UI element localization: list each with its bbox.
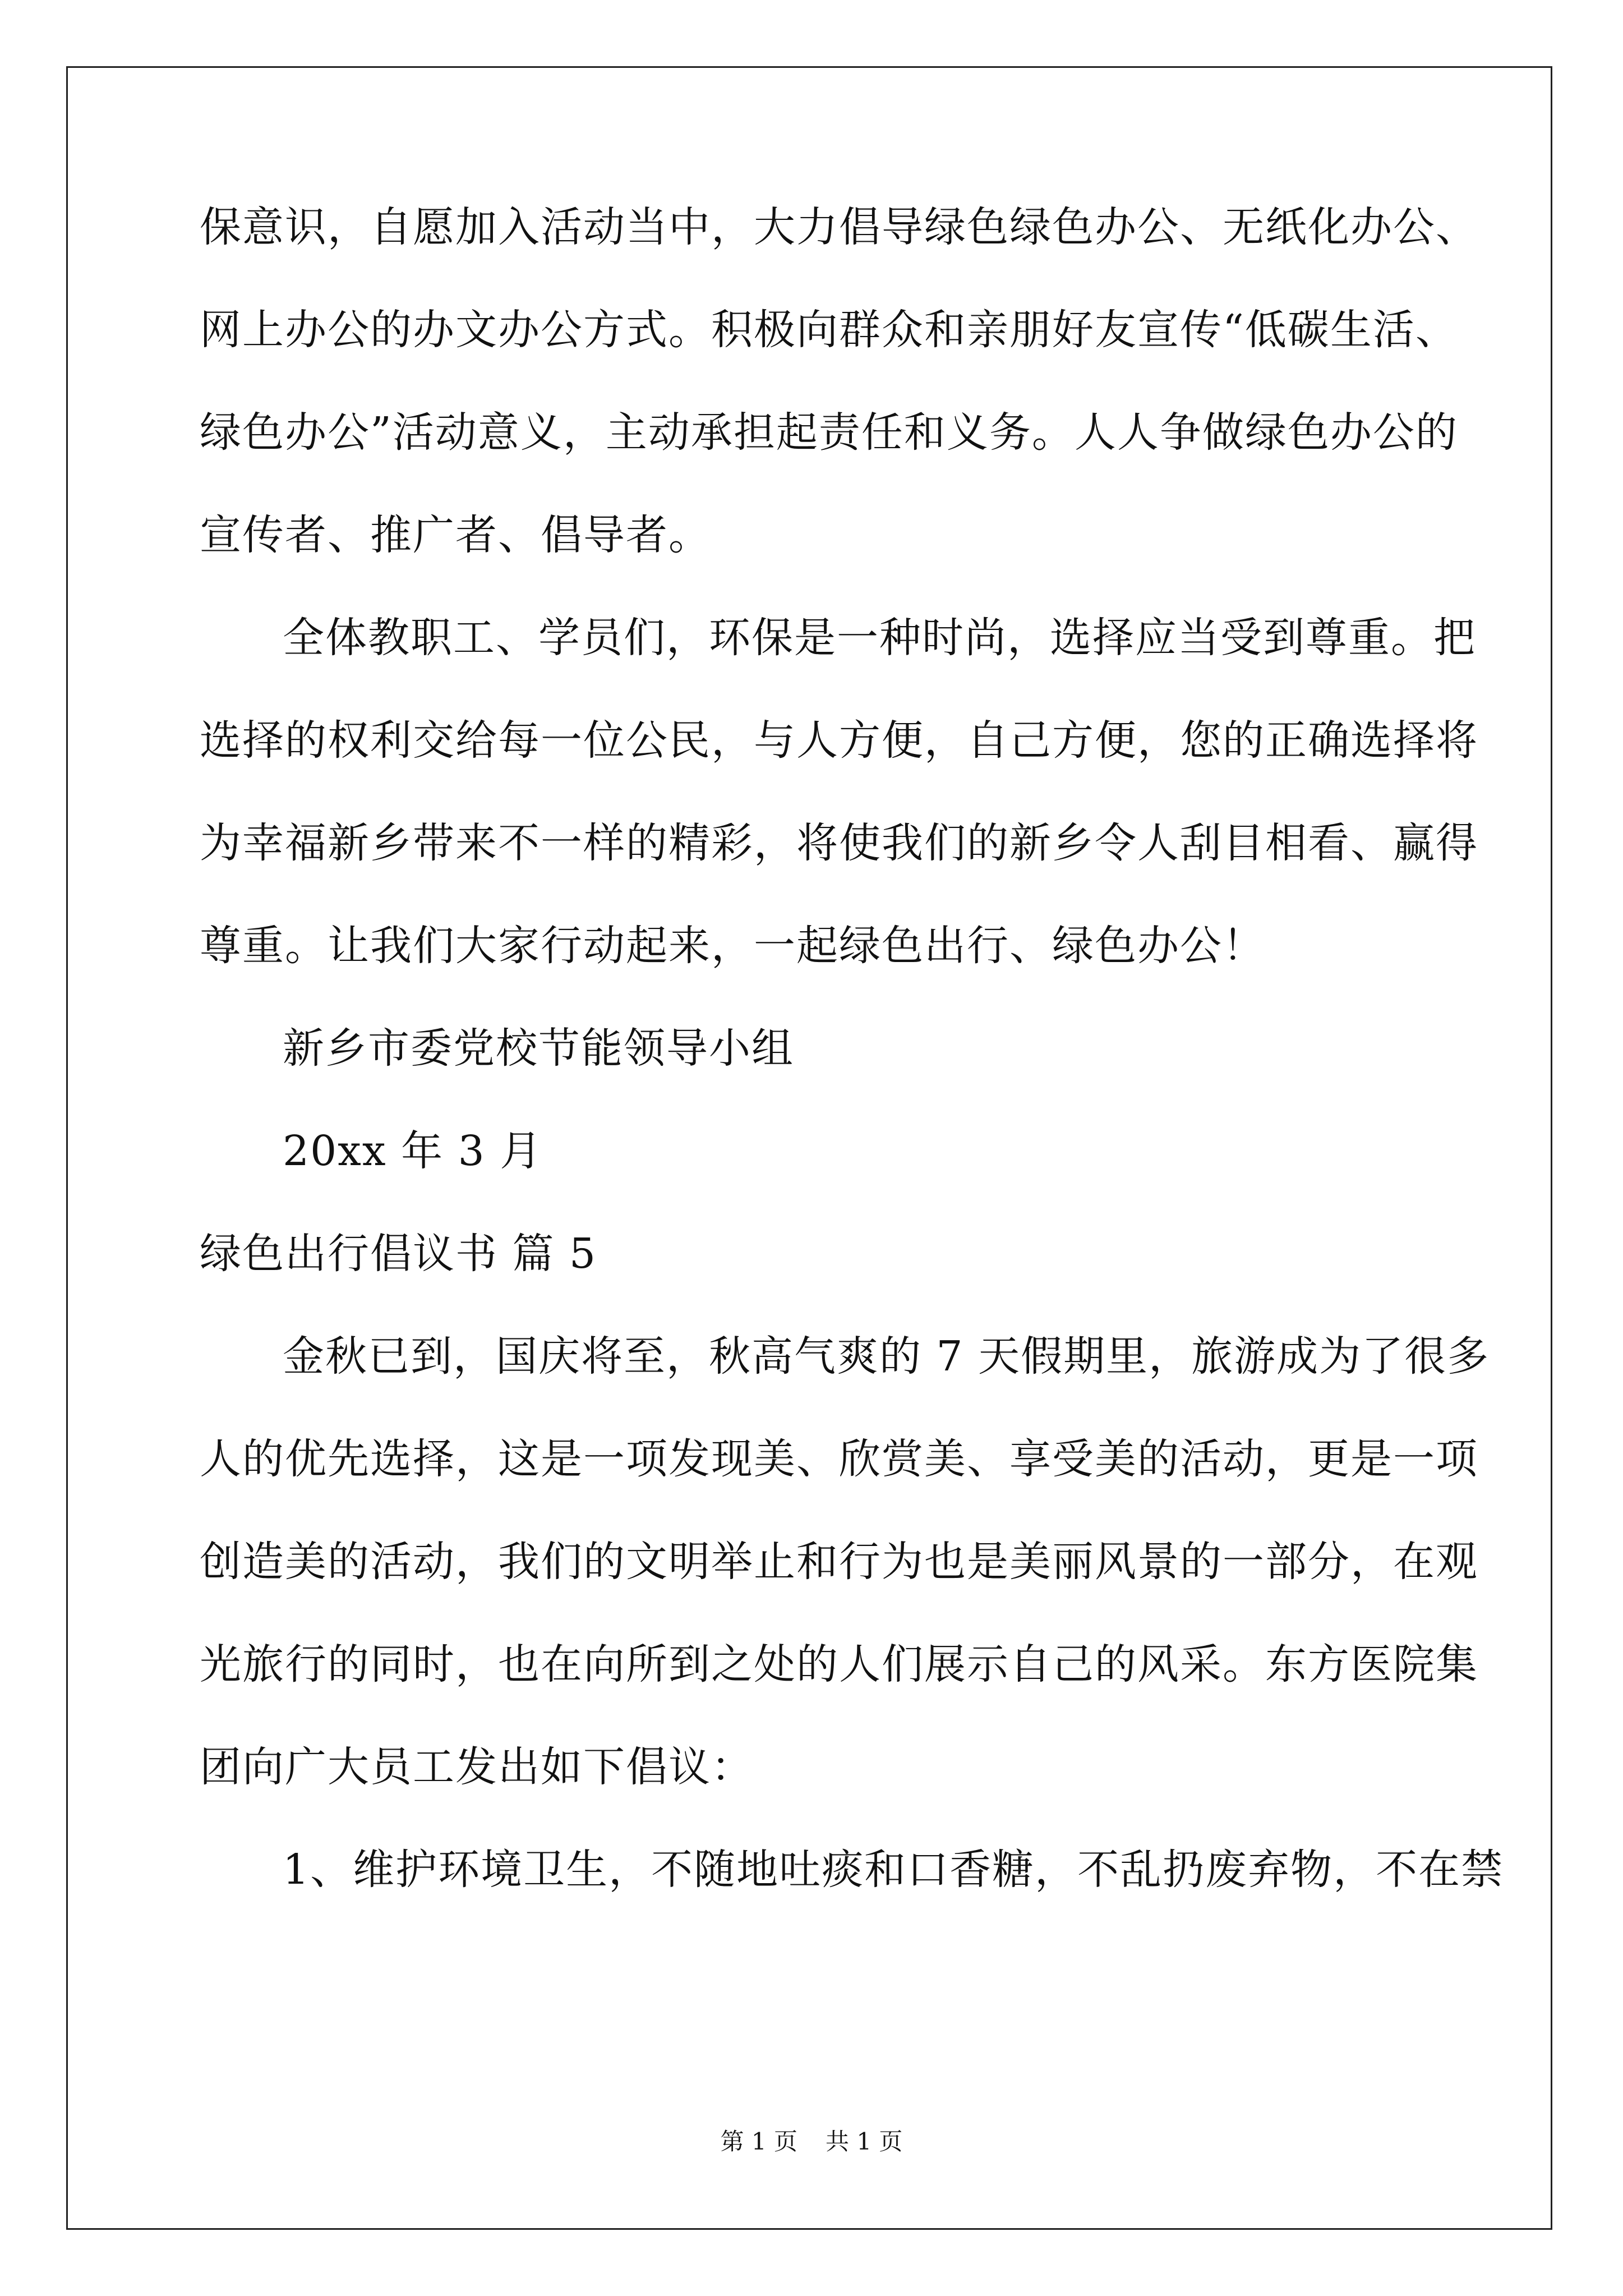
paragraph-line: 网上办公的办文办公方式。积极向群众和亲朋好友宣传“低碳生活、	[200, 306, 1458, 354]
paragraph-line: 选择的权利交给每一位公民，与人方便，自己方便，您的正确选择将	[200, 716, 1478, 765]
page-footer	[0, 2126, 1623, 2157]
paragraph-line: 1、维护环境卫生，不随地吐痰和口香糖，不乱扔废弃物，不在禁	[283, 1846, 1504, 1894]
signature-date: 20xx 年 3 月	[283, 1127, 543, 1175]
section-heading: 绿色出行倡议书 篇 5	[200, 1230, 597, 1278]
paragraph-line: 人的优先选择，这是一项发现美、欣赏美、享受美的活动，更是一项	[200, 1435, 1478, 1483]
page-number: 第 1 页	[720, 2128, 797, 2155]
paragraph-line: 尊重。让我们大家行动起来，一起绿色出行、绿色办公！	[200, 922, 1265, 970]
paragraph-line: 为幸福新乡带来不一样的精彩，将使我们的新乡令人刮目相看、赢得	[200, 819, 1478, 867]
paragraph-line: 宣传者、推广者、倡导者。	[200, 511, 711, 559]
paragraph-line: 全体教职工、学员们，环保是一种时尚，选择应当受到尊重。把	[283, 614, 1476, 662]
signature-organization: 新乡市委党校节能领导小组	[283, 1024, 794, 1073]
paragraph-line: 光旅行的同时，也在向所到之处的人们展示自己的风采。东方医院集	[200, 1640, 1478, 1688]
paragraph-line: 团向广大员工发出如下倡议：	[200, 1743, 754, 1791]
paragraph-line: 金秋已到，国庆将至，秋高气爽的 7 天假期里，旅游成为了很多	[283, 1332, 1490, 1381]
paragraph-line: 绿色办公”活动意义，主动承担起责任和义务。人人争做绿色办公的	[200, 408, 1458, 457]
page-total: 共 1 页	[826, 2128, 903, 2155]
paragraph-line: 创造美的活动，我们的文明举止和行为也是美丽风景的一部分，在观	[200, 1538, 1478, 1586]
paragraph-line: 保意识，自愿加入活动当中，大力倡导绿色绿色办公、无纸化办公、	[200, 203, 1478, 251]
